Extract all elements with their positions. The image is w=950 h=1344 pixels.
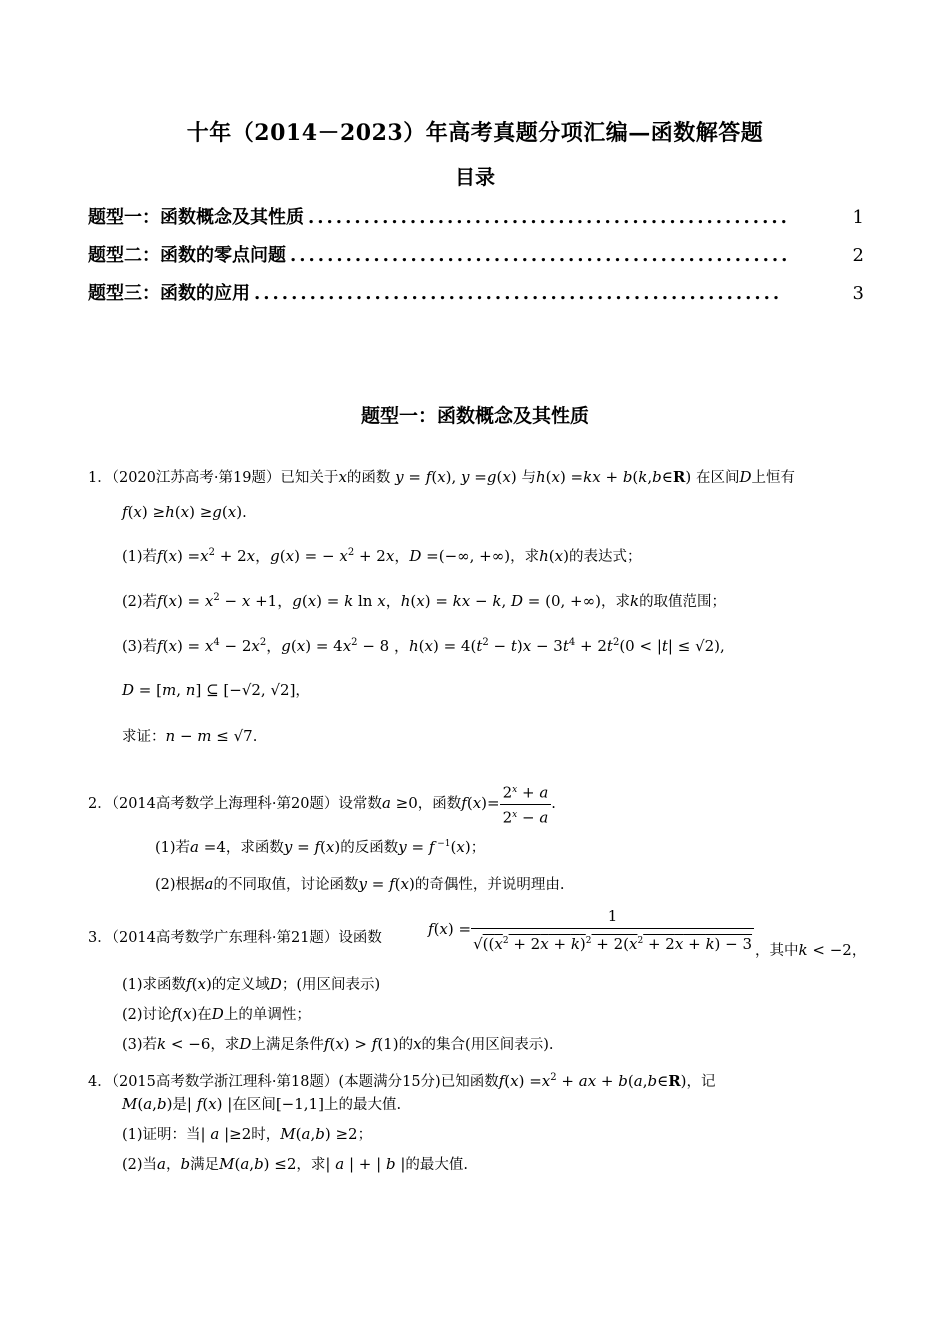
- toc-item-label: 题型一：函数概念及其性质: [88, 207, 304, 228]
- problem-text: 上满足条件: [251, 1037, 324, 1053]
- problem-text: 的不同取值，讨论函数: [213, 877, 359, 893]
- toc-item[interactable]: [88, 241, 864, 279]
- problem-text: (2)若: [122, 593, 158, 610]
- problem-text: ；(用区间表示): [281, 977, 381, 993]
- problem-text: 在区间: [695, 470, 740, 486]
- problem-text: ，求: [600, 593, 630, 610]
- problem-text: 上的最大值.: [323, 1097, 402, 1113]
- toc-item-page: 2: [852, 245, 864, 266]
- problem-text: (2)讨论: [122, 1007, 172, 1023]
- problem-text: .: [551, 796, 556, 813]
- problem-1-part-2: (2)若$f(x) = x^2 - x +1$，g(x) = k ln x，h(x) = kx − k, D = (0, +∞)，求k的取值范围；: [122, 591, 727, 610]
- document-title: 十年（2014－2023）年高考真题分项汇编—函数解答题: [186, 120, 764, 146]
- problem-text: ，函数: [417, 796, 462, 813]
- problem-text: ，求: [510, 548, 540, 565]
- problem-1-proof: 求证：n − m ≤ √7.: [122, 727, 258, 745]
- problem-text: 的表达式；: [568, 548, 642, 565]
- problem-text: 的奇偶性，并说明理由.: [414, 877, 565, 893]
- problem-1-domain: D = [m, n] ⊆ [−√2, √2]，: [122, 681, 310, 699]
- problem-text: (3)若: [122, 1037, 158, 1053]
- problem-text: 是: [172, 1097, 187, 1113]
- toc-item[interactable]: [88, 203, 864, 241]
- problem-3-condition: ，其中k < −2，: [755, 941, 867, 959]
- problem-text: 在: [197, 1007, 212, 1023]
- problem-text: ，: [851, 943, 867, 959]
- problem-text: 的反函数: [340, 839, 399, 856]
- problem-1-part-1: (1)若$f(x) =x^2 + 2x$，g(x) = − $x^2 + 2x$，D =(−∞, +∞)，求h(x)的表达式；: [122, 546, 642, 565]
- problem-text: 2．（2014高考数学上海理科·第20题）设常数: [88, 796, 382, 813]
- problem-text: 满足: [190, 1157, 220, 1173]
- problem-1-part-3: (3)若$f(x) = x^4 - 2x^2$，$g(x) = 4x^2 - 8$ ，$h(x) = 4(t^2 - t)x - 3t^4 + 2t^2(0 < |t| \le √2)$,: [122, 636, 725, 655]
- problem-text: (1)若: [122, 548, 158, 565]
- problem-text: 求证：: [122, 729, 166, 745]
- problem-2-part-1: (1)若a =4，求函数y = f(x)的反函数y = f $^{-1}$(x)；: [155, 837, 486, 856]
- problem-text: 的: [398, 1037, 414, 1053]
- problem-3-function: f(x) = $\frac{1}{√((\overline{x}^2 + 2\overline{x} + \overline{k})^2 + 2(\overline{x}^2 + 2\overline{x} + \overline{k}) - 3}$: [428, 907, 753, 953]
- problem-3-part-2: (2)讨论f(x)在D上的单调性；: [122, 1005, 311, 1023]
- problem-text: (1)证明：当: [122, 1127, 201, 1143]
- problem-text: 上的单调性；: [223, 1007, 311, 1023]
- problem-text: ，其中: [755, 943, 799, 959]
- problem-text: ，: [295, 683, 310, 699]
- problem-text: (2)根据: [155, 877, 205, 893]
- table-of-contents: [88, 203, 864, 317]
- problem-text: 的最大值.: [405, 1157, 468, 1173]
- problem-text: .: [252, 729, 258, 745]
- problem-text: 3．（2014高考数学广东理科·第21题）设函数: [88, 930, 382, 946]
- toc-item-page: 3: [852, 283, 864, 304]
- problem-3-part-1: (1)求函数f(x)的定义域D；(用区间表示): [122, 975, 381, 993]
- problem-text: 的函数: [346, 470, 391, 486]
- toc-item-page: 1: [852, 207, 864, 228]
- section-heading: 题型一：函数概念及其性质: [360, 405, 589, 427]
- problem-text: ，求: [210, 1037, 240, 1053]
- problem-4-part-1: (1)证明：当| a |≥2时，M(a,b) ≥2；: [122, 1125, 373, 1143]
- problem-4-part-2: (2)当a，b满足M(a,b) ≤2，求| a | + | b |的最大值.: [122, 1155, 468, 1173]
- toc-item-label: 题型二：函数的零点问题: [88, 245, 286, 266]
- problem-text: ，求函数: [225, 839, 284, 856]
- problem-text: (3)若: [122, 638, 158, 655]
- problem-text: (1)若: [155, 839, 191, 856]
- problem-text: ；: [357, 1127, 373, 1143]
- toc-leader-dots: .........................................................: [254, 283, 783, 304]
- problem-text: 的定义域: [211, 977, 270, 993]
- problem-1-intro: 1．（2020江苏高考·第19题）已知关于x的函数 y = f(x), y =g(x) 与h(x) =kx + b(k,b∈R) 在区间D上恒有: [88, 468, 795, 486]
- problem-text: 的取值范围；: [639, 593, 727, 610]
- problem-2-intro: 2．（2014高考数学上海理科·第20题）设常数a ≥0，函数f(x)= $\frac{2^x + a}{2^x - a}$ .: [88, 780, 556, 828]
- problem-4-definition: M(a,b)是| f(x) |在区间[−1,1]上的最大值.: [122, 1095, 402, 1113]
- problem-2-part-2: (2)根据a的不同取值，讨论函数y = f(x)的奇偶性，并说明理由.: [155, 875, 565, 893]
- problem-3-part-3: (3)若k < −6，求D上满足条件f(x) > f(1)的x的集合(用区间表示).: [122, 1035, 554, 1053]
- problem-text: ；: [470, 839, 486, 856]
- problem-1-condition: f(x) ≥h(x) ≥g(x).: [122, 503, 247, 521]
- toc-heading: 目录: [455, 165, 495, 189]
- toc-item-label: 题型三：函数的应用: [88, 283, 250, 304]
- toc-item[interactable]: [88, 279, 864, 317]
- problem-text: 与: [521, 470, 536, 486]
- problem-text: (1)求函数: [122, 977, 187, 993]
- problem-text: 上恒有: [751, 470, 795, 486]
- problem-text: 时，: [251, 1127, 281, 1143]
- problem-text: ，求: [296, 1157, 326, 1173]
- toc-leader-dots: ....................................................: [308, 207, 790, 228]
- problem-text: (2)当: [122, 1157, 158, 1173]
- problem-text: ，记: [686, 1073, 716, 1090]
- problem-4-intro: 4．（2015高考数学浙江理科·第18题）(本题满分15分)已知函数$f(x) =x^2$ + ax + b(a,b∈R)，记: [88, 1071, 716, 1090]
- toc-leader-dots: ......................................................: [290, 245, 791, 266]
- problem-text: 在区间: [232, 1097, 276, 1113]
- problem-text: ，: [166, 1157, 181, 1173]
- problem-3-intro: [88, 928, 382, 948]
- problem-text: 的集合(用区间表示).: [421, 1037, 554, 1053]
- problem-text: 1．（2020江苏高考·第19题）已知关于: [88, 470, 339, 486]
- problem-text: .: [242, 505, 247, 521]
- problem-text: 4．（2015高考数学浙江理科·第18题）(本题满分15分)已知函数: [88, 1073, 499, 1090]
